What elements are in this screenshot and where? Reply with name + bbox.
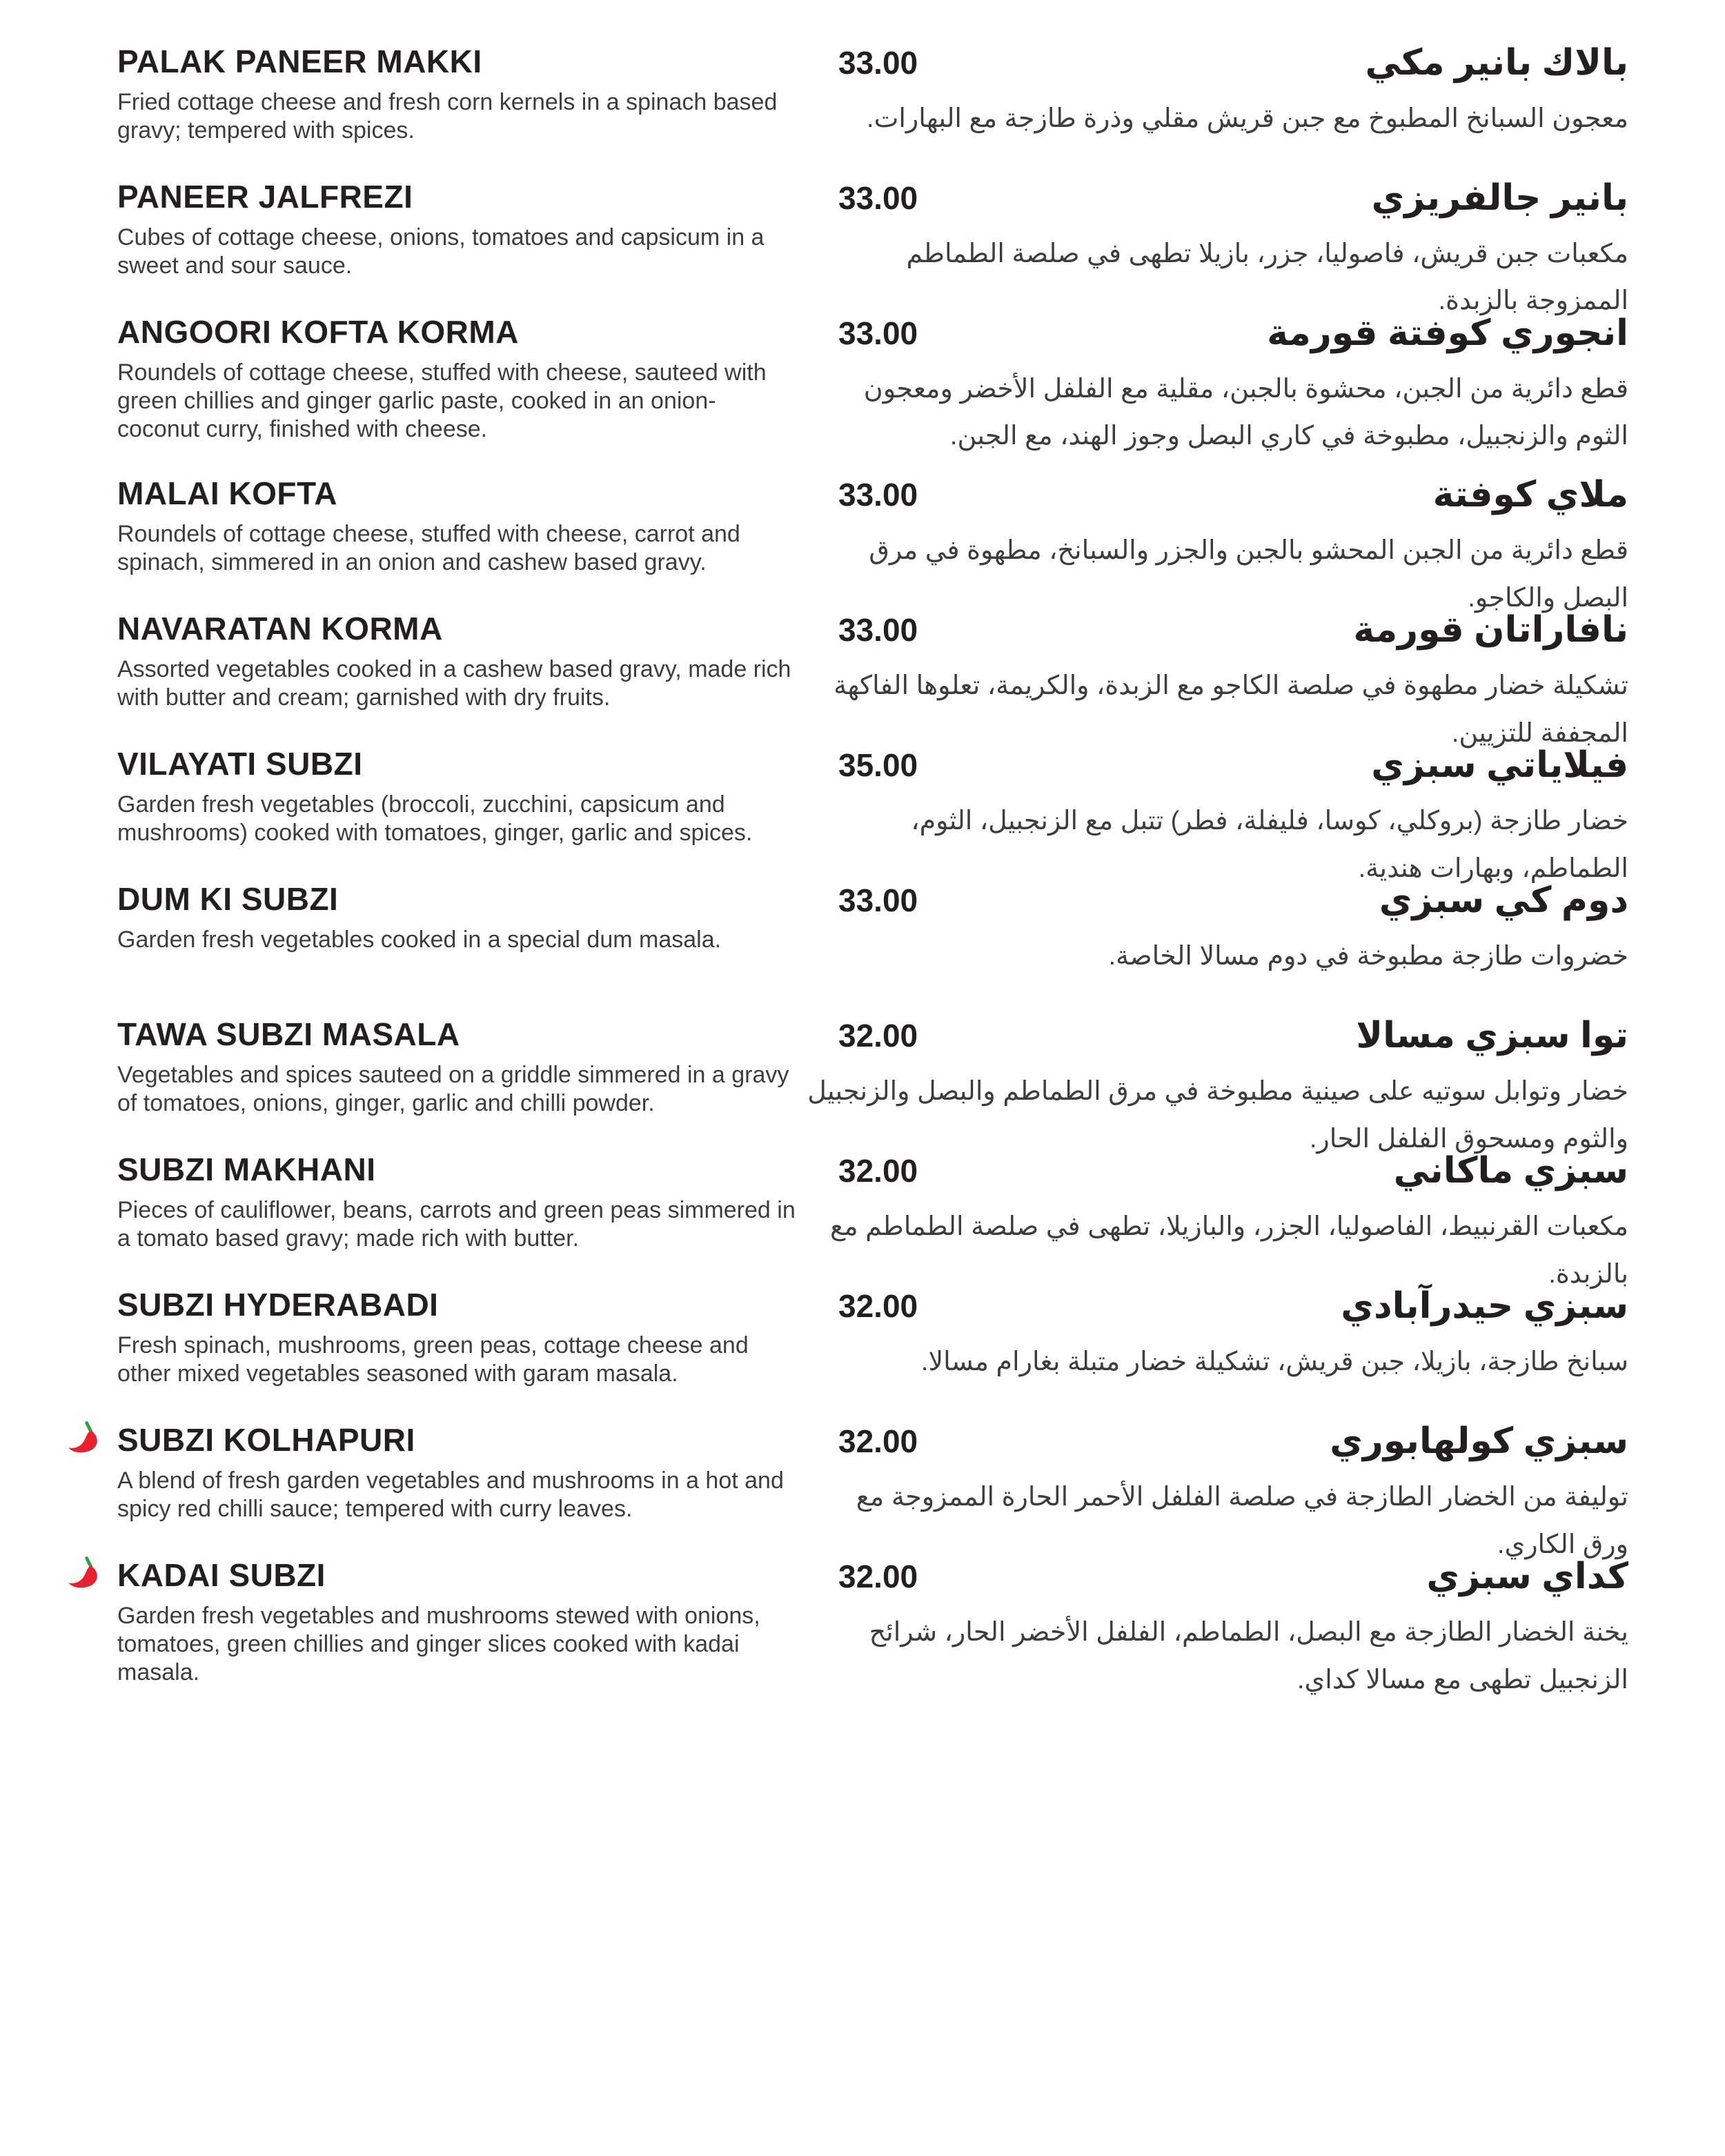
item-english-block [117, 1421, 800, 1523]
menu-item [117, 745, 1628, 883]
item-name-en: TAWA SUBZI MASALA [117, 1016, 460, 1053]
item-name-ar: بانير جالفريزي [1371, 178, 1628, 218]
item-arabic-block [807, 1421, 1628, 1568]
item-english-block [117, 1016, 800, 1118]
item-arabic-block [807, 43, 1628, 142]
item-english-block [117, 1286, 800, 1388]
menu-item [117, 610, 1628, 748]
item-english-block [117, 1151, 800, 1253]
item-description-en: Garden fresh vegetables cooked in a special dum masala. [117, 927, 722, 953]
menu-item [117, 1016, 1628, 1154]
item-description-ar: مكعبات جبن قريش، فاصوليا، جزر، بازيلا تطهى في صلصة الطماطم الممزوجة بالزبدة. [906, 239, 1628, 316]
item-name-en: ANGOORI KOFTA KORMA [117, 314, 519, 350]
item-description-ar: سبانخ طازجة، بازيلا، جبن قريش، تشكيلة خضار متبلة بغارام مسالا. [920, 1347, 1628, 1377]
item-name-en: PALAK PANEER MAKKI [117, 43, 482, 79]
menu-item [117, 1556, 1628, 1694]
item-arabic-block [807, 1556, 1628, 1703]
item-price: 33.00 [838, 612, 918, 649]
item-name-en: KADAI SUBZI [117, 1557, 326, 1594]
item-name-en: MALAI KOFTA [117, 475, 337, 512]
item-name-ar: فيلاياتي سبزي [1371, 745, 1628, 786]
item-english-block [117, 43, 800, 145]
item-description-ar: قطع دائرية من الجبن المحشو بالجبن والجزر والسبانخ، مطهوة في مرق البصل والكاجو. [869, 536, 1628, 613]
menu-item [117, 880, 1628, 984]
item-description-en: Roundels of cottage cheese, stuffed with cheese, carrot and spinach, simmered in an onion and cashew based gravy. [117, 521, 740, 576]
item-description-ar: قطع دائرية من الجبن، محشوة بالجبن، مقلية مع الفلفل الأخضر ومعجون الثوم والزنجبيل، مطبوخة في كاري البصل وجوز الهند، مع الجبن. [863, 374, 1628, 451]
item-name-ar: توا سبزي مسالا [1356, 1016, 1628, 1056]
item-name-en: SUBZI KOLHAPURI [117, 1422, 415, 1458]
item-description-ar: توليفة من الخضار الطازجة في صلصة الفلفل الأحمر الحارة الممزوجة مع ورق الكاري. [856, 1483, 1628, 1559]
item-description-en: Garden fresh vegetables (broccoli, zucchini, capsicum and mushrooms) cooked with tomatoes, ginger, garlic and spices. [117, 791, 753, 847]
item-name-ar: نافاراتان قورمة [1353, 610, 1628, 651]
item-name-ar: دوم كي سبزي [1379, 880, 1628, 921]
item-price: 35.00 [838, 747, 918, 784]
item-description-en: Roundels of cottage cheese, stuffed with cheese, sauteed with green chillies and ginger garlic paste, cooked in an onion-coconut curry, finished with cheese. [117, 359, 767, 442]
item-name-ar: ملاي كوفتة [1432, 475, 1628, 515]
item-english-block [117, 745, 800, 847]
item-price: 33.00 [838, 477, 918, 513]
item-description-ar: تشكيلة خضار مطهوة في صلصة الكاجو مع الزبدة، والكريمة، تعلوها الفاكهة المجففة للتزيين. [834, 671, 1628, 748]
item-name-en: SUBZI MAKHANI [117, 1151, 376, 1188]
item-description-en: Garden fresh vegetables and mushrooms stewed with onions, tomatoes, green chillies and ginger slices cooked with kadai masala. [117, 1603, 760, 1685]
menu-item [117, 313, 1628, 451]
menu-items-list [117, 43, 1628, 1694]
item-price: 32.00 [838, 1018, 918, 1054]
item-english-block [117, 880, 800, 954]
item-english-block [117, 1556, 800, 1686]
item-description-en: Pieces of cauliflower, beans, carrots and green peas simmered in a tomato based gravy; made rich with butter. [117, 1197, 796, 1252]
item-description-en: Vegetables and spices sauteed on a griddle simmered in a gravy of tomatoes, onions, ginger, garlic and chilli powder. [117, 1062, 789, 1117]
item-price: 32.00 [838, 1288, 918, 1325]
item-price: 32.00 [838, 1559, 918, 1595]
item-name-en: PANEER JALFREZI [117, 179, 413, 215]
item-description-en: Fresh spinach, mushrooms, green peas, cottage cheese and other mixed vegetables seasoned with garam masala. [117, 1332, 749, 1387]
item-english-block [117, 178, 800, 280]
item-price: 33.00 [838, 180, 918, 216]
item-name-ar: كداي سبزي [1426, 1556, 1628, 1597]
item-english-block [117, 313, 800, 443]
item-arabic-block [807, 610, 1628, 757]
item-name-en: NAVARATAN KORMA [117, 611, 443, 647]
item-description-en: A blend of fresh garden vegetables and mushrooms in a hot and spicy red chilli sauce; tempered with curry leaves. [117, 1467, 784, 1523]
item-description-en: Fried cottage cheese and fresh corn kernels in a spinach based gravy; tempered with spices. [117, 89, 778, 144]
item-price: 33.00 [838, 882, 918, 919]
item-price: 33.00 [838, 315, 918, 351]
item-price: 33.00 [838, 45, 918, 81]
menu-item [117, 178, 1628, 316]
item-price: 32.00 [838, 1423, 918, 1460]
item-english-block [117, 610, 800, 712]
item-arabic-block [807, 880, 1628, 980]
item-name-ar: بالاك بانير مكي [1365, 43, 1628, 83]
chili-icon [63, 1556, 105, 1598]
chili-icon [63, 1421, 105, 1463]
item-name-en: DUM KI SUBZI [117, 881, 339, 918]
item-arabic-block [807, 1016, 1628, 1163]
item-description-ar: خضار طازجة (بروكلي، كوسا، فليفلة، فطر) تتبل مع الزنجبيل، الثوم، الطماطم، وبهارات هندية. [911, 807, 1628, 883]
menu-item [117, 1286, 1628, 1389]
item-name-ar: سبزي حيدرآبادي [1341, 1286, 1628, 1327]
item-description-en: Assorted vegetables cooked in a cashew based gravy, made rich with butter and cream; garnished with dry fruits. [117, 656, 791, 711]
item-arabic-block [807, 1286, 1628, 1385]
item-arabic-block [807, 475, 1628, 622]
item-arabic-block [807, 745, 1628, 892]
item-description-ar: مكعبات القرنبيط، الفاصوليا، الجزر، والبازيلا، تطهى في صلصة الطماطم مع بالزبدة. [830, 1212, 1628, 1289]
item-name-ar: سبزي ماكاني [1393, 1151, 1628, 1191]
item-description-en: Cubes of cottage cheese, onions, tomatoes and capsicum in a sweet and sour sauce. [117, 224, 765, 279]
item-arabic-block [807, 313, 1628, 460]
item-name-en: SUBZI HYDERABADI [117, 1287, 439, 1323]
item-description-ar: خضروات طازجة مطبوخة في دوم مسالا الخاصة. [1108, 942, 1628, 971]
item-name-ar: انجوري كوفتة قورمة [1267, 313, 1628, 353]
item-description-ar: معجون السبانخ المطبوخ مع جبن قريش مقلي وذرة طازجة مع البهارات. [867, 103, 1628, 133]
item-description-ar: خضار وتوابل سوتيه على صينية مطبوخة في مرق الطماطم والبصل والزنجبيل والثوم ومسحوق الفلفل الحار. [807, 1077, 1628, 1154]
menu-item [117, 1151, 1628, 1289]
item-arabic-block [807, 1151, 1628, 1298]
item-arabic-block [807, 178, 1628, 325]
item-description-ar: يخنة الخضار الطازجة مع البصل، الطماطم، الفلفل الأخضر الحار، شرائح الزنجبيل تطهى مع مسالا كداي. [869, 1618, 1628, 1694]
item-price: 32.00 [838, 1153, 918, 1189]
menu-item [117, 1421, 1628, 1559]
item-english-block [117, 475, 800, 577]
item-name-en: VILAYATI SUBZI [117, 746, 363, 782]
menu-item [117, 475, 1628, 613]
item-name-ar: سبزي كولهابوري [1330, 1421, 1628, 1462]
menu-item [117, 43, 1628, 146]
